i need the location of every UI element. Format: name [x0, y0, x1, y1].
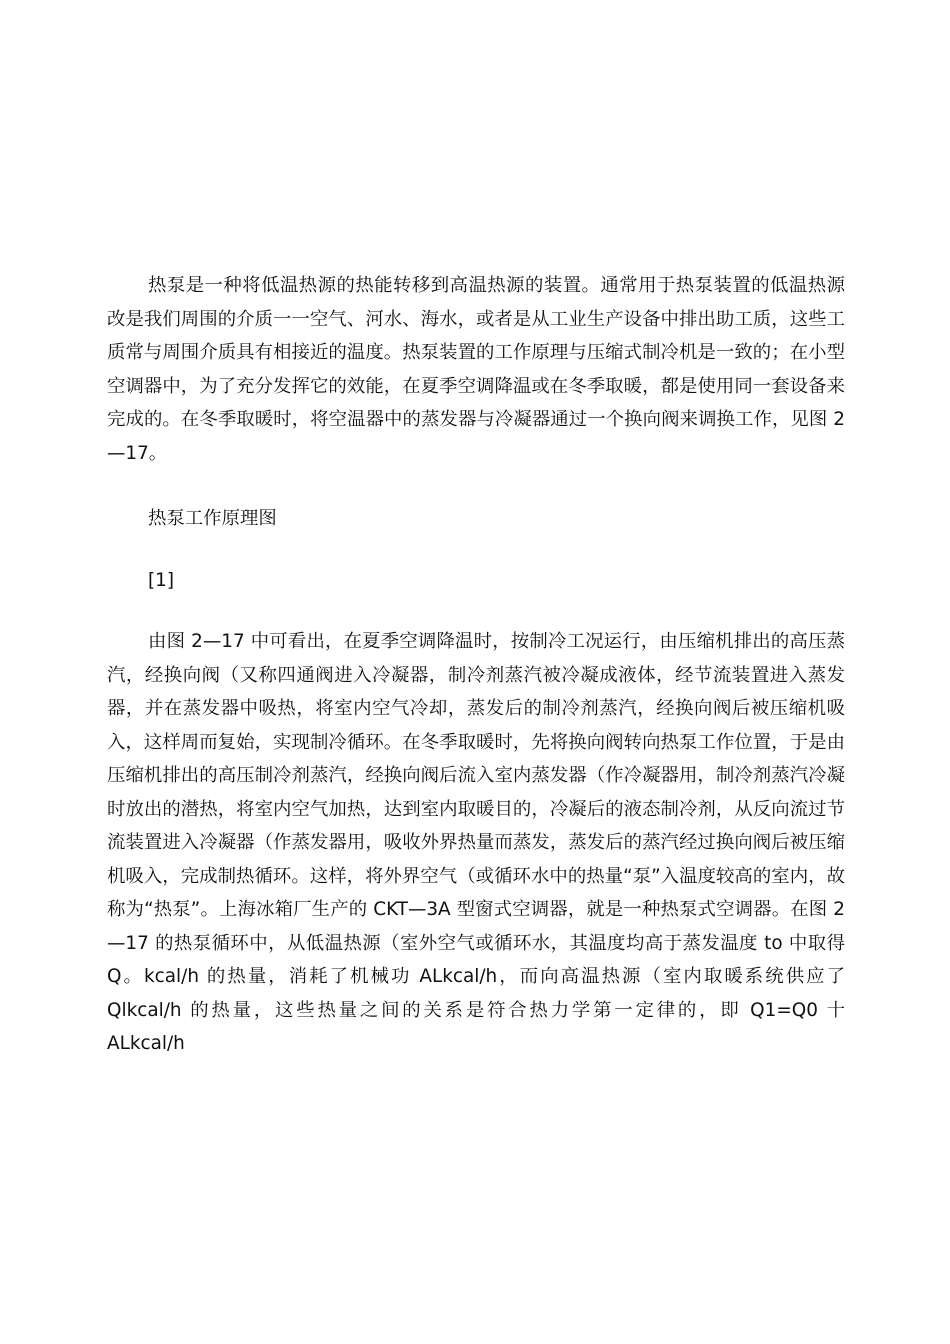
- paragraph-spacer: [107, 597, 845, 625]
- intro-paragraph: 热泵是一种将低温热源的热能转移到高温热源的装置。通常用于热泵装置的低温热源改是我们周围的介质一一空气、河水、海水，或者是从工业生产设备中排出助工质，这些工质常与周围介质具有相接近的温度。热泵装置的工作原理与压缩式制冷机是一致的；在小型空调器中，为了充分发挥它的效能，在夏季空调降温或在冬季取暖，都是使用同一套设备来完成的。在冬季取暖时，将空温器中的蒸发器与冷凝器通过一个换向阀来调换工作，见图 2—17。: [107, 275, 845, 464]
- reference-marker: [1]: [148, 569, 175, 591]
- figure-title: 热泵工作原理图: [148, 508, 277, 529]
- document-body: [107, 269, 845, 1061]
- paragraph-spacer: [107, 536, 845, 564]
- paragraph-spacer: [107, 470, 845, 502]
- explanation-paragraph: 由图 2—17 中可看出，在夏季空调降温时，按制冷工况运行，由压缩机排出的高压蒸汽，经换向阀（又称四通阀进入冷凝器，制冷剂蒸汽被冷凝成液体，经节流装置进入蒸发器，并在蒸发器中吸热，将室内空气冷却，蒸发后的制冷剂蒸汽，经换向阀后被压缩机吸入，这样周而复始，实现制冷循环。在冬季取暖时，先将换向阀转向热泵工作位置，于是由压缩机排出的高压制冷剂蒸汽，经换向阀后流入室内蒸发器（作冷凝器用，制冷剂蒸汽冷凝时放出的潜热，将室内空气加热，达到室内取暖目的，冷凝后的液态制冷剂，从反向流过节流装置进入冷凝器（作蒸发器用，吸收外界热量而蒸发，蒸发后的蒸汽经过换向阀后被压缩机吸入，完成制热循环。这样，将外界空气（或循环水中的热量“泵”入温度较高的室内，故称为“热泵”。上海冰箱厂生产的 CKT—3A 型窗式空调器，就是一种热泵式空调器。在图 2—17 的热泵循环中，从低温热源（室外空气或循环水，其温度均高于蒸发温度 to 中取得 Q。kcal/h 的热量，消耗了机械功 ALkcal/h，而向高温热源（室内取暖系统供应了 Qlkcal/h 的热量，这些热量之间的关系是符合热力学第一定律的，即 Q1=Q0 十 ALkcal/h: [107, 631, 845, 1054]
